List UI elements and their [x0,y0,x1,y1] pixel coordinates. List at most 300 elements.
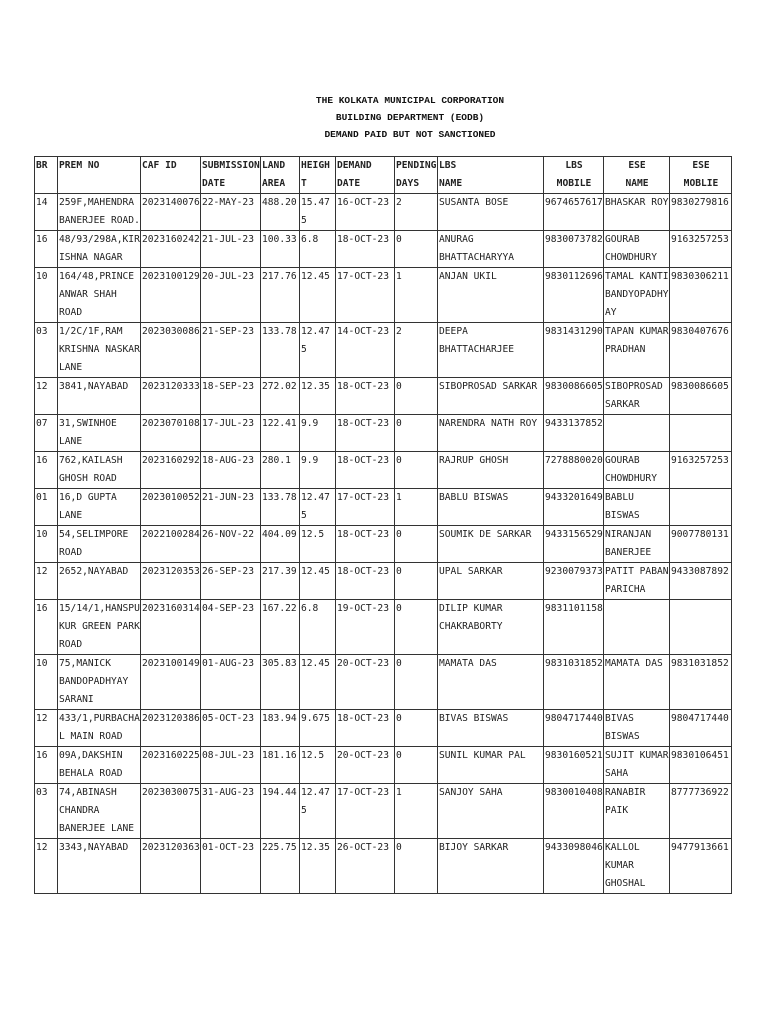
cell-line: SUSANTA BOSE [439,197,509,208]
br-cell: 12 [35,839,58,894]
ese-name-cell [604,563,670,600]
heading-corporation: THE KOLKATA MUNICIPAL CORPORATION [315,95,505,106]
land-area-cell: 217.76 [261,268,300,323]
ese-mobile-cell: 9007780131 [670,526,732,563]
table-row [35,378,732,415]
cell-line: BANDOPADHYAY [59,676,129,687]
caf-id-cell: 2023120386 [141,710,201,747]
lbs-name-cell [438,710,544,747]
submission-date-cell: 08-JUL-23 [201,747,261,784]
ese-mobile-cell: 9163257253 [670,231,732,268]
table-row [35,231,732,268]
cell-line: SOUMIK DE SARKAR [439,529,532,540]
cell-line: GOURAB [605,234,640,245]
lbs-mobile-cell: 9433156529 [544,526,604,563]
ese-mobile-cell: 8777736922 [670,784,732,839]
demand-date-cell: 19-OCT-23 [336,600,395,655]
prem-no-cell [58,378,141,415]
table-row [35,268,732,323]
heading-department: BUILDING DEPARTMENT (EODB) [335,112,485,123]
caf-id-cell: 2023160225 [141,747,201,784]
cell-line: DILIP KUMAR [439,603,503,614]
cell-line: AY [605,307,617,318]
header-row [35,157,732,194]
cell-line: BHATTACHARYYA [439,252,515,263]
br-cell: 12 [35,378,58,415]
header-label: PENDING [396,160,437,171]
header-label: ESE [628,160,646,171]
cell-line: ANURAG [439,234,474,245]
cell-line: TAPAN KUMAR [605,326,669,337]
ese-mobile-cell: 9163257253 [670,452,732,489]
header-prem-no [58,157,141,194]
prem-no-cell [58,710,141,747]
pending-days-cell: 0 [395,452,438,489]
cell-line: BISWAS [605,510,640,521]
submission-date-cell: 20-JUL-23 [201,268,261,323]
cell-line: 75,MANICK [59,658,111,669]
cell-line: ROAD [59,639,83,650]
height-cell: 9.675 [300,710,336,747]
height-cell: 9.9 [300,452,336,489]
table-body [35,194,732,894]
prem-no-cell [58,489,141,526]
ese-name-cell [604,378,670,415]
br-cell: 16 [35,600,58,655]
prem-no-cell [58,323,141,378]
prem-no-cell [58,452,141,489]
lbs-mobile-cell: 9830010408 [544,784,604,839]
header-sublabel: DATE [202,178,226,189]
cell-line: 762,KAILASH [59,455,123,466]
ese-name-cell [604,415,670,452]
caf-id-cell: 2023120363 [141,839,201,894]
demand-date-cell: 26-OCT-23 [336,839,395,894]
lbs-name-cell [438,563,544,600]
table-row [35,747,732,784]
cell-line: 2652,NAYABAD [59,566,129,577]
submission-date-cell: 21-JUN-23 [201,489,261,526]
cell-line: NARENDRA NATH ROY [439,418,538,429]
lbs-mobile-cell: 9674657617 [544,194,604,231]
lbs-name-cell [438,747,544,784]
demand-date-cell: 18-OCT-23 [336,710,395,747]
land-area-cell: 122.41 [261,415,300,452]
header-sublabel: DATE [337,178,361,189]
cell-line: 09A,DAKSHIN [59,750,123,761]
prem-no-cell [58,784,141,839]
cell-line: SANJOY SAHA [439,787,503,798]
br-cell: 10 [35,655,58,710]
caf-id-cell: 2022100284 [141,526,201,563]
header-label: HEIGHT [301,160,330,189]
header-label: ESE [692,160,710,171]
cell-line: LANE [59,510,83,521]
cell-line: PARICHA [605,584,646,595]
prem-no-cell [58,839,141,894]
height-cell: 12.45 [300,563,336,600]
height-cell: 9.9 [300,415,336,452]
cell-line: LANE [59,436,83,447]
br-cell: 16 [35,452,58,489]
br-cell: 10 [35,526,58,563]
cell-line: 3343,NAYABAD [59,842,129,853]
br-cell: 03 [35,784,58,839]
submission-date-cell: 01-OCT-23 [201,839,261,894]
caf-id-cell: 2023070108 [141,415,201,452]
submission-date-cell: 18-SEP-23 [201,378,261,415]
table-row [35,323,732,378]
prem-no-cell [58,600,141,655]
table-row [35,489,732,526]
br-cell: 14 [35,194,58,231]
prem-no-cell [58,415,141,452]
ese-mobile-cell: 9830279816 [670,194,732,231]
header-submission-date [201,157,261,194]
cell-line: DEEPA [439,326,468,337]
demand-date-cell: 18-OCT-23 [336,452,395,489]
header-sublabel: NAME [439,178,463,189]
pending-days-cell: 0 [395,839,438,894]
ese-mobile-cell [670,415,732,452]
land-area-cell: 280.1 [261,452,300,489]
cell-line: SAHA [605,768,629,779]
lbs-name-cell [438,784,544,839]
cell-line: ANJAN UKIL [439,271,497,282]
header-sublabel: MOBILE [556,178,592,189]
pending-days-cell: 0 [395,415,438,452]
cell-line: MAMATA DAS [605,658,663,669]
cell-line: SIBOPROSAD SARKAR [439,381,538,392]
ese-name-cell [604,600,670,655]
submission-date-cell: 04-SEP-23 [201,600,261,655]
lbs-mobile-cell: 9433137852 [544,415,604,452]
lbs-mobile-cell: 9831431290 [544,323,604,378]
caf-id-cell: 2023030075 [141,784,201,839]
demand-date-cell: 17-OCT-23 [336,489,395,526]
land-area-cell: 181.16 [261,747,300,784]
table-row [35,452,732,489]
prem-no-cell [58,526,141,563]
prem-no-cell [58,268,141,323]
header-lbs-mobile [544,157,604,194]
pending-days-cell: 2 [395,194,438,231]
br-cell: 03 [35,323,58,378]
header-ese-mobile [670,157,732,194]
header-sublabel: NAME [625,178,649,189]
lbs-mobile-cell: 9433201649 [544,489,604,526]
cell-line: 48/93/298A,KIR [59,234,140,245]
cell-line: KUR GREEN PARK [59,621,140,632]
header-label: CAF ID [142,160,177,171]
demand-date-cell: 18-OCT-23 [336,563,395,600]
cell-line: BIVAS [605,713,634,724]
height-cell: 12.45 [300,268,336,323]
cell-line: SARKAR [605,399,640,410]
cell-line: L MAIN ROAD [59,731,123,742]
table-row [35,415,732,452]
cell-line: BABLU BISWAS [439,492,509,503]
demand-date-cell: 18-OCT-23 [336,378,395,415]
submission-date-cell: 22-MAY-23 [201,194,261,231]
cell-line: BHASKAR ROY [605,197,669,208]
cell-line: BANERJEE [605,547,652,558]
pending-days-cell: 0 [395,710,438,747]
cell-line: PAIK [605,805,629,816]
lbs-mobile-cell: 9830073782 [544,231,604,268]
heading-report-title: DEMAND PAID BUT NOT SANCTIONED [324,129,496,140]
pending-days-cell: 1 [395,784,438,839]
cell-line: SUNIL KUMAR PAL [439,750,526,761]
ese-mobile-cell: 9831031852 [670,655,732,710]
pending-days-cell: 0 [395,655,438,710]
header-demand-date [336,157,395,194]
lbs-name-cell [438,526,544,563]
prem-no-cell [58,747,141,784]
lbs-mobile-cell: 9804717440 [544,710,604,747]
cell-line: SARANI [59,694,94,705]
cell-line: CHANDRA [59,805,100,816]
ese-mobile-cell: 9830086605 [670,378,732,415]
header-label: BR [36,160,48,171]
cell-line: MAMATA DAS [439,658,497,669]
height-cell: 15.475 [300,194,336,231]
cell-line: CHAKRABORTY [439,621,503,632]
cell-line: LANE [59,362,83,373]
table-row [35,600,732,655]
lbs-name-cell [438,839,544,894]
cell-line: SUJIT KUMAR [605,750,669,761]
caf-id-cell: 2023010052 [141,489,201,526]
pending-days-cell: 1 [395,489,438,526]
cell-line: CHOWDHURY [605,473,657,484]
cell-line: 74,ABINASH [59,787,117,798]
cell-line: ROAD [59,547,83,558]
lbs-mobile-cell: 9433098046 [544,839,604,894]
br-cell: 10 [35,268,58,323]
br-cell: 07 [35,415,58,452]
cell-line: BEHALA ROAD [59,768,123,779]
land-area-cell: 133.78 [261,323,300,378]
prem-no-cell [58,194,141,231]
ese-mobile-cell [670,600,732,655]
cell-line: BIJOY SARKAR [439,842,509,853]
pending-days-cell: 0 [395,563,438,600]
land-area-cell: 488.20 [261,194,300,231]
ese-mobile-cell: 9830306211 [670,268,732,323]
cell-line: BISWAS [605,731,640,742]
lbs-mobile-cell: 9230079373 [544,563,604,600]
ese-mobile-cell: 9477913661 [670,839,732,894]
header-pending-days [395,157,438,194]
demand-date-cell: 18-OCT-23 [336,231,395,268]
submission-date-cell: 26-NOV-22 [201,526,261,563]
header-lbs-name [438,157,544,194]
table-row [35,563,732,600]
ese-name-cell [604,747,670,784]
land-area-cell: 194.44 [261,784,300,839]
sanction-table [34,156,732,894]
height-cell: 12.35 [300,378,336,415]
cell-line: ISHNA NAGAR [59,252,123,263]
header-label: LBS [565,160,583,171]
table-row [35,784,732,839]
cell-line: RAJRUP GHOSH [439,455,509,466]
ese-name-cell [604,526,670,563]
lbs-name-cell [438,194,544,231]
cell-line: 16,D GUPTA [59,492,117,503]
cell-line: GHOSH ROAD [59,473,117,484]
prem-no-cell [58,563,141,600]
caf-id-cell: 2023160242 [141,231,201,268]
header-sublabel: MOBLIE [683,178,719,189]
header-ese-name [604,157,670,194]
cell-line: 31,SWINHOE [59,418,117,429]
cell-line: 1/2C/1F,RAM [59,326,123,337]
pending-days-cell: 0 [395,231,438,268]
header-land-area [261,157,300,194]
ese-name-cell [604,194,670,231]
demand-date-cell: 20-OCT-23 [336,747,395,784]
pending-days-cell: 2 [395,323,438,378]
caf-id-cell: 2023140076 [141,194,201,231]
cell-line: GOURAB [605,455,640,466]
cell-line: KALLOL [605,842,640,853]
lbs-mobile-cell: 9830086605 [544,378,604,415]
cell-line: 54,SELIMPORE [59,529,129,540]
land-area-cell: 404.09 [261,526,300,563]
prem-no-cell [58,655,141,710]
cell-line: 15/14/1,HANSPU [59,603,140,614]
height-cell: 12.35 [300,839,336,894]
header-label: LAND [262,160,286,171]
br-cell: 12 [35,563,58,600]
cell-line: 3841,NAYABAD [59,381,129,392]
cell-line: PRADHAN [605,344,646,355]
cell-line: BIVAS BISWAS [439,713,509,724]
lbs-mobile-cell: 9830160521 [544,747,604,784]
cell-line: BABLU [605,492,634,503]
cell-line: ROAD [59,307,83,318]
lbs-name-cell [438,489,544,526]
height-cell: 12.5 [300,526,336,563]
ese-name-cell [604,784,670,839]
cell-line: BANDYOPADHY [605,289,669,300]
land-area-cell: 225.75 [261,839,300,894]
header-caf-id [141,157,201,194]
cell-line: BHATTACHARJEE [439,344,515,355]
ese-name-cell [604,710,670,747]
pending-days-cell: 0 [395,526,438,563]
height-cell: 12.5 [300,747,336,784]
cell-line: GHOSHAL [605,878,646,889]
ese-name-cell [604,655,670,710]
land-area-cell: 217.39 [261,563,300,600]
height-cell: 6.8 [300,231,336,268]
pending-days-cell: 0 [395,378,438,415]
header-height [300,157,336,194]
ese-mobile-cell: 9830407676 [670,323,732,378]
demand-date-cell: 18-OCT-23 [336,526,395,563]
pending-days-cell: 0 [395,747,438,784]
demand-date-cell: 18-OCT-23 [336,415,395,452]
cell-line: 164/48,PRINCE [59,271,135,282]
height-cell: 12.475 [300,784,336,839]
br-cell: 12 [35,710,58,747]
cell-line: 259F,MAHENDRA [59,197,135,208]
cell-line: RANABIR [605,787,646,798]
height-cell: 12.475 [300,323,336,378]
header-label: DEMAND [337,160,372,171]
height-cell: 12.475 [300,489,336,526]
ese-mobile-cell: 9433087892 [670,563,732,600]
land-area-cell: 272.02 [261,378,300,415]
header-br [35,157,58,194]
ese-name-cell [604,323,670,378]
cell-line: UPAL SARKAR [439,566,503,577]
lbs-name-cell [438,231,544,268]
caf-id-cell: 2023100149 [141,655,201,710]
demand-date-cell: 17-OCT-23 [336,268,395,323]
caf-id-cell: 2023100129 [141,268,201,323]
ese-mobile-cell [670,489,732,526]
cell-line: KUMAR [605,860,634,871]
submission-date-cell: 26-SEP-23 [201,563,261,600]
caf-id-cell: 2023160292 [141,452,201,489]
header-sublabel: DAYS [396,178,420,189]
cell-line: PATIT PABAN [605,566,669,577]
br-cell: 16 [35,747,58,784]
land-area-cell: 100.33 [261,231,300,268]
lbs-name-cell [438,600,544,655]
cell-line: 433/1,PURBACHA [59,713,140,724]
caf-id-cell: 2023030086 [141,323,201,378]
ese-mobile-cell: 9830106451 [670,747,732,784]
br-cell: 01 [35,489,58,526]
land-area-cell: 167.22 [261,600,300,655]
cell-line: KRISHNA NASKAR [59,344,140,355]
cell-line: BANERJEE ROAD. [59,215,140,226]
table-row [35,194,732,231]
pending-days-cell: 1 [395,268,438,323]
caf-id-cell: 2023160314 [141,600,201,655]
land-area-cell: 133.78 [261,489,300,526]
table-row [35,839,732,894]
lbs-name-cell [438,323,544,378]
height-cell: 6.8 [300,600,336,655]
submission-date-cell: 18-AUG-23 [201,452,261,489]
lbs-name-cell [438,268,544,323]
ese-name-cell [604,839,670,894]
lbs-name-cell [438,378,544,415]
prem-no-cell [58,231,141,268]
caf-id-cell: 2023120353 [141,563,201,600]
demand-date-cell: 20-OCT-23 [336,655,395,710]
lbs-mobile-cell: 9831031852 [544,655,604,710]
submission-date-cell: 05-OCT-23 [201,710,261,747]
demand-date-cell: 14-OCT-23 [336,323,395,378]
cell-line: CHOWDHURY [605,252,657,263]
caf-id-cell: 2023120333 [141,378,201,415]
lbs-name-cell [438,415,544,452]
header-label: LBS [439,160,457,171]
submission-date-cell: 01-AUG-23 [201,655,261,710]
submission-date-cell: 21-JUL-23 [201,231,261,268]
lbs-mobile-cell: 9831101158 [544,600,604,655]
demand-date-cell: 17-OCT-23 [336,784,395,839]
pending-days-cell: 0 [395,600,438,655]
cell-line: SIBOPROSAD [605,381,663,392]
